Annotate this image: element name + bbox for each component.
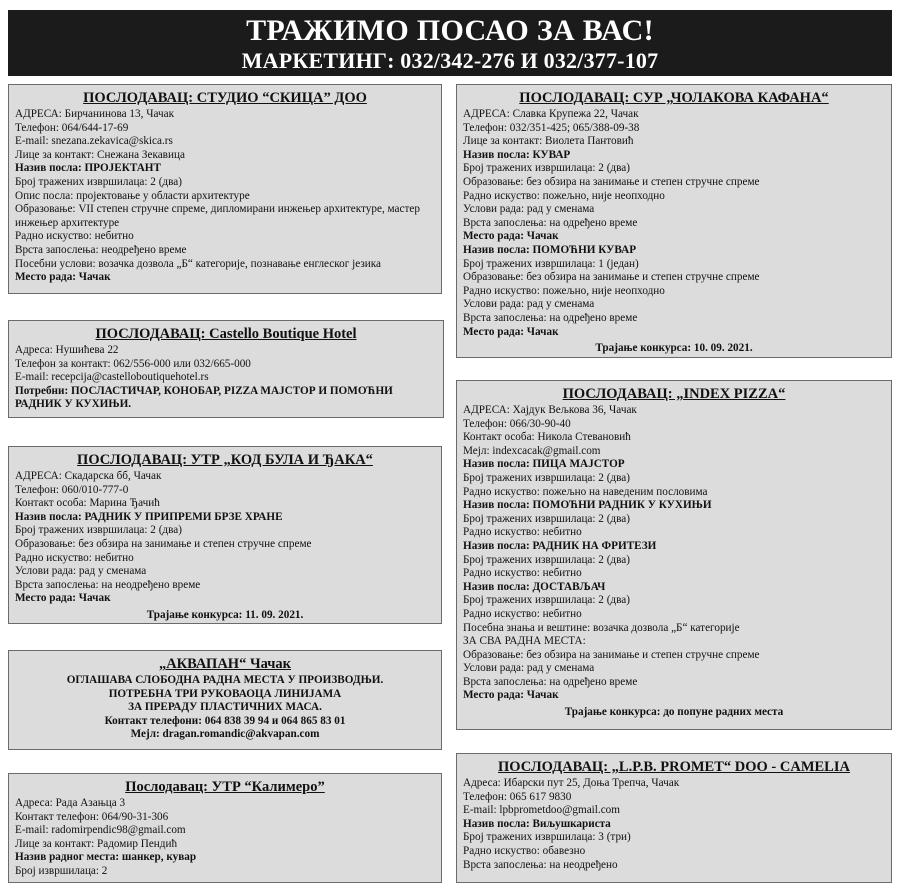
ad-education: Образовање: без обзира на занимање и степен стручне спреме <box>463 271 760 284</box>
ad-contact: Контакт особа: Марина Ђачић <box>15 497 160 510</box>
ad-employment: Врста запослења: на одређено време <box>463 216 638 229</box>
job-label: Назив посла: <box>463 458 530 471</box>
ad-title: ПОСЛОДАВАЦ: Castello Boutique Hotel <box>95 326 357 342</box>
job-value: ПОМОЋНИ РАДНИК У КУХИЊИ <box>532 499 712 512</box>
ad-address: Адреса: Ибарски пут 25, Доња Трепча, Чачак <box>463 777 680 789</box>
ad-special: Посебна знања и вештине: возачка дозвола „Б“ категорије <box>463 621 740 634</box>
ad-email: E-mail: recepcija@castelloboutiquehotel.rs <box>15 371 209 384</box>
ad-job-title <box>15 511 435 525</box>
ad-email: E-mail: radomirpendic98@gmail.com <box>15 824 186 837</box>
ad-title: Послодавац: УТР “Калимеро” <box>125 779 325 795</box>
ad-education: Образовање: VII степен стручне спреме, дипломирани инжењер архитектуре, мастер инжењер архитектуре <box>15 203 420 229</box>
ad-count: Број тражених извршилаца: 2 (два) <box>463 553 630 566</box>
job-label: Назив посла: <box>463 539 530 552</box>
ad-count: Број тражених извршилаца: 2 (два) <box>463 594 630 607</box>
ad-index-pizza <box>456 380 892 730</box>
ad-text-line: ОГЛАШАВА СЛОБОДНА РАДНА МЕСТА У ПРОИЗВОДЊИ. <box>66 674 384 686</box>
ad-place: Место рада: Чачак <box>463 689 559 702</box>
ad-count: Број тражених извршилаца: 1 (један) <box>463 257 639 270</box>
ad-education: Образовање: без обзира на занимање и степен стручне спреме <box>15 537 312 550</box>
ad-duration: Трајање конкурса: до попуне радних места <box>564 706 784 719</box>
ad-akvapan <box>8 650 442 750</box>
ad-employment: Врста запослења: на неодређено <box>463 858 618 871</box>
ad-experience: Радно искуство: небитно <box>15 230 134 243</box>
job-value: ПИЦА МАЈСТОР <box>532 458 625 471</box>
ad-job-title <box>463 540 885 554</box>
ad-job-title <box>463 499 885 513</box>
ad-phone: Телефон: 064/644-17-69 <box>15 121 129 134</box>
ad-count: Број тражених извршилаца: 2 (два) <box>15 175 182 188</box>
ad-cholakova-kafana <box>456 84 892 358</box>
ad-description: Опис посла: пројектовање у области архитектуре <box>15 189 250 202</box>
ad-contact: Лице за контакт: Виолета Пантовић <box>463 135 634 148</box>
ad-count: Број извршилаца: 2 <box>15 864 108 877</box>
ad-job-title <box>463 149 885 163</box>
job-label: Назив посла: <box>463 817 530 830</box>
ad-job-title <box>463 244 885 258</box>
ad-employment: Врста запослења: неодређено време <box>15 243 187 256</box>
ad-text-line: ПОТРЕБНА ТРИ РУКОВАОЦА ЛИНИЈАМА <box>108 687 342 700</box>
ad-address: Адреса: Нушићева 22 <box>15 344 119 356</box>
ad-count: Број тражених извршилаца: 3 (три) <box>463 831 631 844</box>
ad-place: Место рада: Чачак <box>463 230 559 243</box>
ad-count: Број тражених извршилаца: 2 (два) <box>463 162 630 175</box>
job-label: Назив посла: <box>463 580 530 593</box>
ad-email: E-mail: lpbprometdoo@gmail.com <box>463 804 620 817</box>
ad-email: Мејл: indexcacak@gmail.com <box>463 444 601 457</box>
job-value: РАДНИК НА ФРИТЕЗИ <box>532 539 657 552</box>
ad-title: ПОСЛОДАВАЦ: СТУДИО “СКИЦА” ДОО <box>83 90 367 106</box>
job-label: Назив посла: <box>463 499 530 512</box>
ad-conditions: Услови рада: рад у сменама <box>15 565 147 578</box>
ad-duration: Трајање конкурса: 11. 09. 2021. <box>146 608 304 621</box>
ad-kod-bula-i-djaka <box>8 446 442 624</box>
ad-address: АДРЕСА: Славка Крупежа 22, Чачак <box>463 108 639 120</box>
ad-job-title <box>463 581 885 595</box>
page-header <box>8 10 892 76</box>
ad-needs: Потребни: ПОСЛАСТИЧАР, КОНОБАР, PIZZA МАЈСТОР И ПОМОЋНИ <box>15 384 393 397</box>
ad-conditions: Услови рада: рад у сменама <box>463 203 595 216</box>
ad-experience: Радно искуство: небитно <box>15 551 134 564</box>
ad-phone: Телефон за контакт: 062/556-000 или 032/665-000 <box>15 357 251 370</box>
ad-title: „АКВАПАН“ Чачак <box>158 656 292 672</box>
ad-lpb-promet <box>456 753 892 883</box>
ad-special: Посебни услови: возачка дозвола „Б“ категорије, познавање енглеског језика <box>15 257 381 270</box>
ad-experience: Радно искуство: обавезно <box>463 844 586 857</box>
ad-title: ПОСЛОДАВАЦ: „L.P.B. PROMET“ DOO - CAMELIA <box>498 759 850 775</box>
ad-employment: Врста запослења: на одређено време <box>463 675 638 688</box>
ad-all-places: ЗА СВА РАДНА МЕСТА: <box>463 635 586 648</box>
ad-studio-skica <box>8 84 442 294</box>
ad-email: Мејл: dragan.romandic@akvapan.com <box>130 728 320 741</box>
job-label: Назив посла: <box>463 243 530 256</box>
ad-kalimero <box>8 773 442 883</box>
ad-duration: Трајање конкурса: 10. 09. 2021. <box>595 342 753 355</box>
ad-title: ПОСЛОДАВАЦ: УТР „КОД БУЛА И ЂАКА“ <box>77 452 373 468</box>
ad-place: Место рада: Чачак <box>463 325 559 338</box>
ad-experience: Радно искуство: небитно <box>463 607 582 620</box>
job-value: ДОСТАВЉАЧ <box>532 580 606 593</box>
ad-contact: Контакт особа: Никола Стевановић <box>463 431 631 444</box>
ad-count: Број тражених извршилаца: 2 (два) <box>15 524 182 537</box>
ad-contact: Лице за контакт: Радомир Пендић <box>15 837 178 850</box>
ad-experience: Радно искуство: пожељно на наведеним пословима <box>463 485 708 498</box>
ad-experience: Радно искуство: пожељно, није неопходно <box>463 189 665 202</box>
ad-conditions: Услови рада: рад у сменама <box>463 298 595 311</box>
ad-employment: Врста запослења: на одређено време <box>463 311 638 324</box>
ad-job-title <box>15 162 435 176</box>
ad-experience: Радно искуство: пожељно, није неопходно <box>463 284 665 297</box>
header-title: ТРАЖИМО ПОСАО ЗА ВАС! <box>246 14 654 47</box>
ad-text-line: ЗА ПРЕРАДУ ПЛАСТИЧНИХ МАСА. <box>128 701 322 714</box>
job-value: РАДНИК У ПРИПРЕМИ БРЗЕ ХРАНЕ <box>84 510 283 523</box>
ad-count: Број тражених извршилаца: 2 (два) <box>463 471 630 484</box>
ad-phones: Контакт телефони: 064 838 39 94 и 064 865 83 01 <box>104 714 346 727</box>
ad-place: Место рада: Чачак <box>15 592 111 605</box>
ad-email: E-mail: snezana.zekavica@skica.rs <box>15 135 173 148</box>
ad-address: АДРЕСА: Бирчанинова 13, Чачак <box>15 108 175 120</box>
ad-phone: Телефон: 032/351-425; 065/388-09-38 <box>463 121 640 134</box>
job-label: Назив посла: <box>15 162 82 175</box>
job-label: Назив посла: <box>463 148 530 161</box>
ad-experience: Радно искуство: небитно <box>463 526 582 539</box>
ad-phone: Телефон: 066/30-90-40 <box>463 417 571 430</box>
ad-phone: Контакт телефон: 064/90-31-306 <box>15 810 169 823</box>
ad-experience: Радно искуство: небитно <box>463 567 582 580</box>
ad-castello-hotel <box>8 320 444 418</box>
ad-address: Адреса: Рада Азањца 3 <box>15 797 126 809</box>
ad-title: ПОСЛОДАВАЦ: СУР „ЧОЛАКОВА КАФАНА“ <box>519 90 829 106</box>
ad-phone: Телефон: 065 617 9830 <box>463 790 572 803</box>
job-label: Назив посла: <box>15 510 82 523</box>
job-value: ПОМОЋНИ КУВАР <box>532 243 637 256</box>
ad-place: Место рада: Чачак <box>15 271 111 284</box>
ad-education: Образовање: без обзира на занимање и степен стручне спреме <box>463 175 760 188</box>
job-value: Виљушкаристa <box>532 817 611 830</box>
ad-address: АДРЕСА: Скадарска бб, Чачак <box>15 470 162 482</box>
ad-count: Број тражених извршилаца: 2 (два) <box>463 512 630 525</box>
header-marketing-phones: МАРКЕТИНГ: 032/342-276 И 032/377-107 <box>241 48 659 73</box>
job-value: КУВАР <box>532 148 571 161</box>
ad-conditions: Услови рада: рад у сменама <box>463 662 595 675</box>
ad-contact: Лице за контакт: Снежана Зекавица <box>15 148 185 161</box>
ad-title: ПОСЛОДАВАЦ: „INDEX PIZZA“ <box>562 386 786 402</box>
ad-job-title <box>463 458 885 472</box>
ad-needs-cont: РАДНИК У КУХИЊИ. <box>15 398 132 411</box>
ad-employment: Врста запослења: на неодређено време <box>15 578 201 591</box>
ad-education: Образовање: без обзира на занимање и степен стручне спреме <box>463 648 760 661</box>
ad-phone: Телефон: 060/010-777-0 <box>15 483 129 496</box>
ad-job: Назив радног места: шанкер, кувар <box>15 851 197 864</box>
ad-address: АДРЕСА: Хајдук Вељкова 36, Чачак <box>463 404 637 416</box>
ad-job-title <box>463 818 885 832</box>
job-value: ПРОЈЕКТАНТ <box>84 162 161 175</box>
